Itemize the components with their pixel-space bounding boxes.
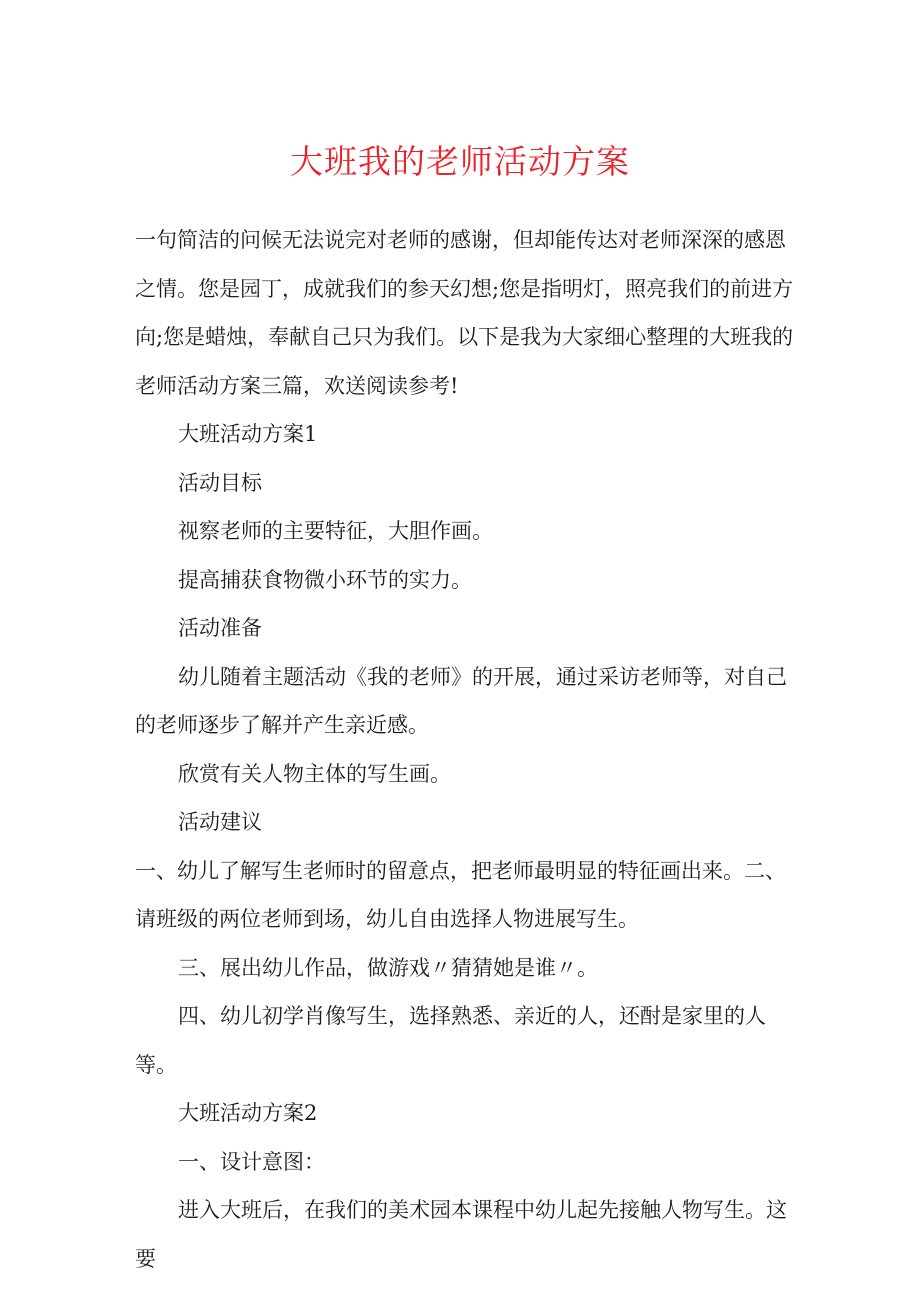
body-paragraph: 一、幼儿了解写生老师时的留意点，把老师最明显的特征画出来。二、请班级的两位老师到场，幼儿自由选择人物进展写生。: [135, 858, 786, 931]
subsection-heading: 活动准备: [178, 616, 262, 640]
subsection-heading: 活动建议: [178, 810, 262, 834]
body-paragraph: 四、幼儿初学肖像写生，选择熟悉、亲近的人，还酎是家里的人等。: [135, 1004, 766, 1077]
body-paragraph: 进入大班后，在我们的美术园本课程中幼儿起先接触人物写生。这要: [135, 1198, 787, 1271]
intro-paragraph: 一句简洁的问候无法说完对老师的感谢，但却能传达对老师深深的感恩之情。您是园丁，成就我们的参天幻想;您是指明灯，照亮我们的前进方向;您是蜡烛，奉献自己只为我们。以下是我为大家细心整理的大班我的老师活动方案三篇，欢送阅读参考!: [135, 228, 794, 398]
section-heading: 大班活动方案1: [178, 422, 318, 446]
section-heading: 大班活动方案2: [178, 1101, 318, 1125]
document-title: 大班我的老师活动方案: [290, 142, 630, 181]
body-paragraph: 欣赏有关人物主体的写生画。: [178, 761, 451, 786]
body-paragraph: 提高捕获食物微小环节的实力。: [178, 567, 472, 592]
body-paragraph: 幼儿随着主题活动《我的老师》的开展，通过采访老师等，对自己的老师逐步了解并产生亲近感。: [135, 664, 787, 737]
body-paragraph: 三、展出幼儿作品，做游戏〃猜猜她是谁〃。: [178, 955, 598, 980]
body-paragraph: 视察老师的主要特征，大胆作画。: [178, 519, 493, 543]
subsection-heading: 活动目标: [178, 470, 262, 495]
subsection-heading: 一、设计意图：: [178, 1149, 325, 1174]
document-body: [135, 216, 795, 1283]
